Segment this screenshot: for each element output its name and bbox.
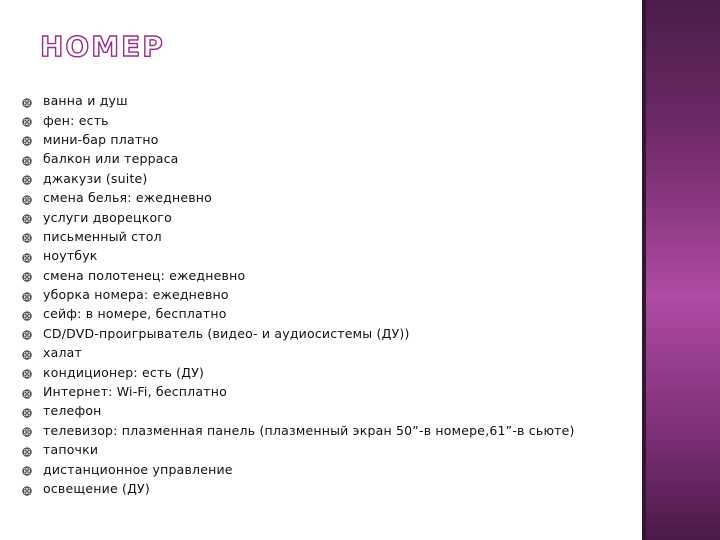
decorative-side-panel <box>642 0 720 540</box>
list-item-text: услуги дворецкого <box>43 209 172 225</box>
list-item-text: дистанционное управление <box>43 461 233 477</box>
list-item-text: тапочки <box>43 442 99 458</box>
list-item-text: халат <box>43 345 82 361</box>
list-item-text: уборка номера: ежедневно <box>43 287 229 303</box>
list-item <box>22 479 575 498</box>
flower-bullet-icon <box>22 484 32 494</box>
flower-bullet-icon <box>22 445 32 455</box>
list-item-text: балкон или терраса <box>43 151 179 167</box>
flower-bullet-icon <box>22 134 32 144</box>
flower-bullet-icon <box>22 115 32 125</box>
list-item-text: фен: есть <box>43 112 109 128</box>
flower-bullet-icon <box>22 328 32 338</box>
list-item-text: CD/DVD-проигрыватель (видео- и аудиосистемы (ДУ)) <box>43 325 410 341</box>
list-item <box>22 149 575 168</box>
list-item <box>22 304 575 323</box>
slide-title: НОМЕР <box>40 30 165 63</box>
list-item <box>22 343 575 362</box>
flower-bullet-icon <box>22 193 32 203</box>
list-item-text: джакузи (suite) <box>43 170 148 186</box>
list-item <box>22 382 575 401</box>
flower-bullet-icon <box>22 231 32 241</box>
list-item-text: ноутбук <box>43 248 98 264</box>
list-item <box>22 401 575 420</box>
list-item <box>22 285 575 304</box>
flower-bullet-icon <box>22 212 32 222</box>
flower-bullet-icon <box>22 367 32 377</box>
list-item-text: освещение (ДУ) <box>43 481 150 496</box>
list-item <box>22 266 575 285</box>
list-item-text: Интернет: Wi-Fi, бесплатно <box>43 384 227 400</box>
list-item <box>22 362 575 381</box>
list-item <box>22 324 575 343</box>
flower-bullet-icon <box>22 464 32 474</box>
flower-bullet-icon <box>22 251 32 261</box>
list-item-text: телефон <box>43 403 102 419</box>
flower-bullet-icon <box>22 387 32 397</box>
flower-bullet-icon <box>22 406 32 416</box>
list-item <box>22 188 575 207</box>
list-item-text: кондиционер: есть (ДУ) <box>43 364 205 380</box>
list-item-text: смена полотенец: ежедневно <box>43 267 246 283</box>
list-item <box>22 110 575 129</box>
flower-bullet-icon <box>22 173 32 183</box>
flower-bullet-icon <box>22 309 32 319</box>
list-item <box>22 207 575 226</box>
list-item-text: ванна и душ <box>43 93 128 109</box>
list-item <box>22 169 575 188</box>
list-item-text: смена белья: ежедневно <box>43 190 212 206</box>
list-item <box>22 246 575 265</box>
flower-bullet-icon <box>22 290 32 300</box>
list-item <box>22 91 575 110</box>
flower-bullet-icon <box>22 270 32 280</box>
list-item-text: письменный стол <box>43 228 162 244</box>
list-item-text: телевизор: плазменная панель (плазменный экран 50”-в номере,61”-в сьюте) <box>43 422 575 438</box>
flower-bullet-icon <box>22 154 32 164</box>
list-item <box>22 459 575 478</box>
flower-bullet-icon <box>22 348 32 358</box>
amenities-list <box>22 91 575 498</box>
list-item <box>22 440 575 459</box>
list-item <box>22 227 575 246</box>
list-item-text: мини-бар платно <box>43 131 159 147</box>
list-item <box>22 130 575 149</box>
list-item <box>22 421 575 440</box>
flower-bullet-icon <box>22 96 32 106</box>
flower-bullet-icon <box>22 425 32 435</box>
list-item-text: сейф: в номере, бесплатно <box>43 306 227 322</box>
